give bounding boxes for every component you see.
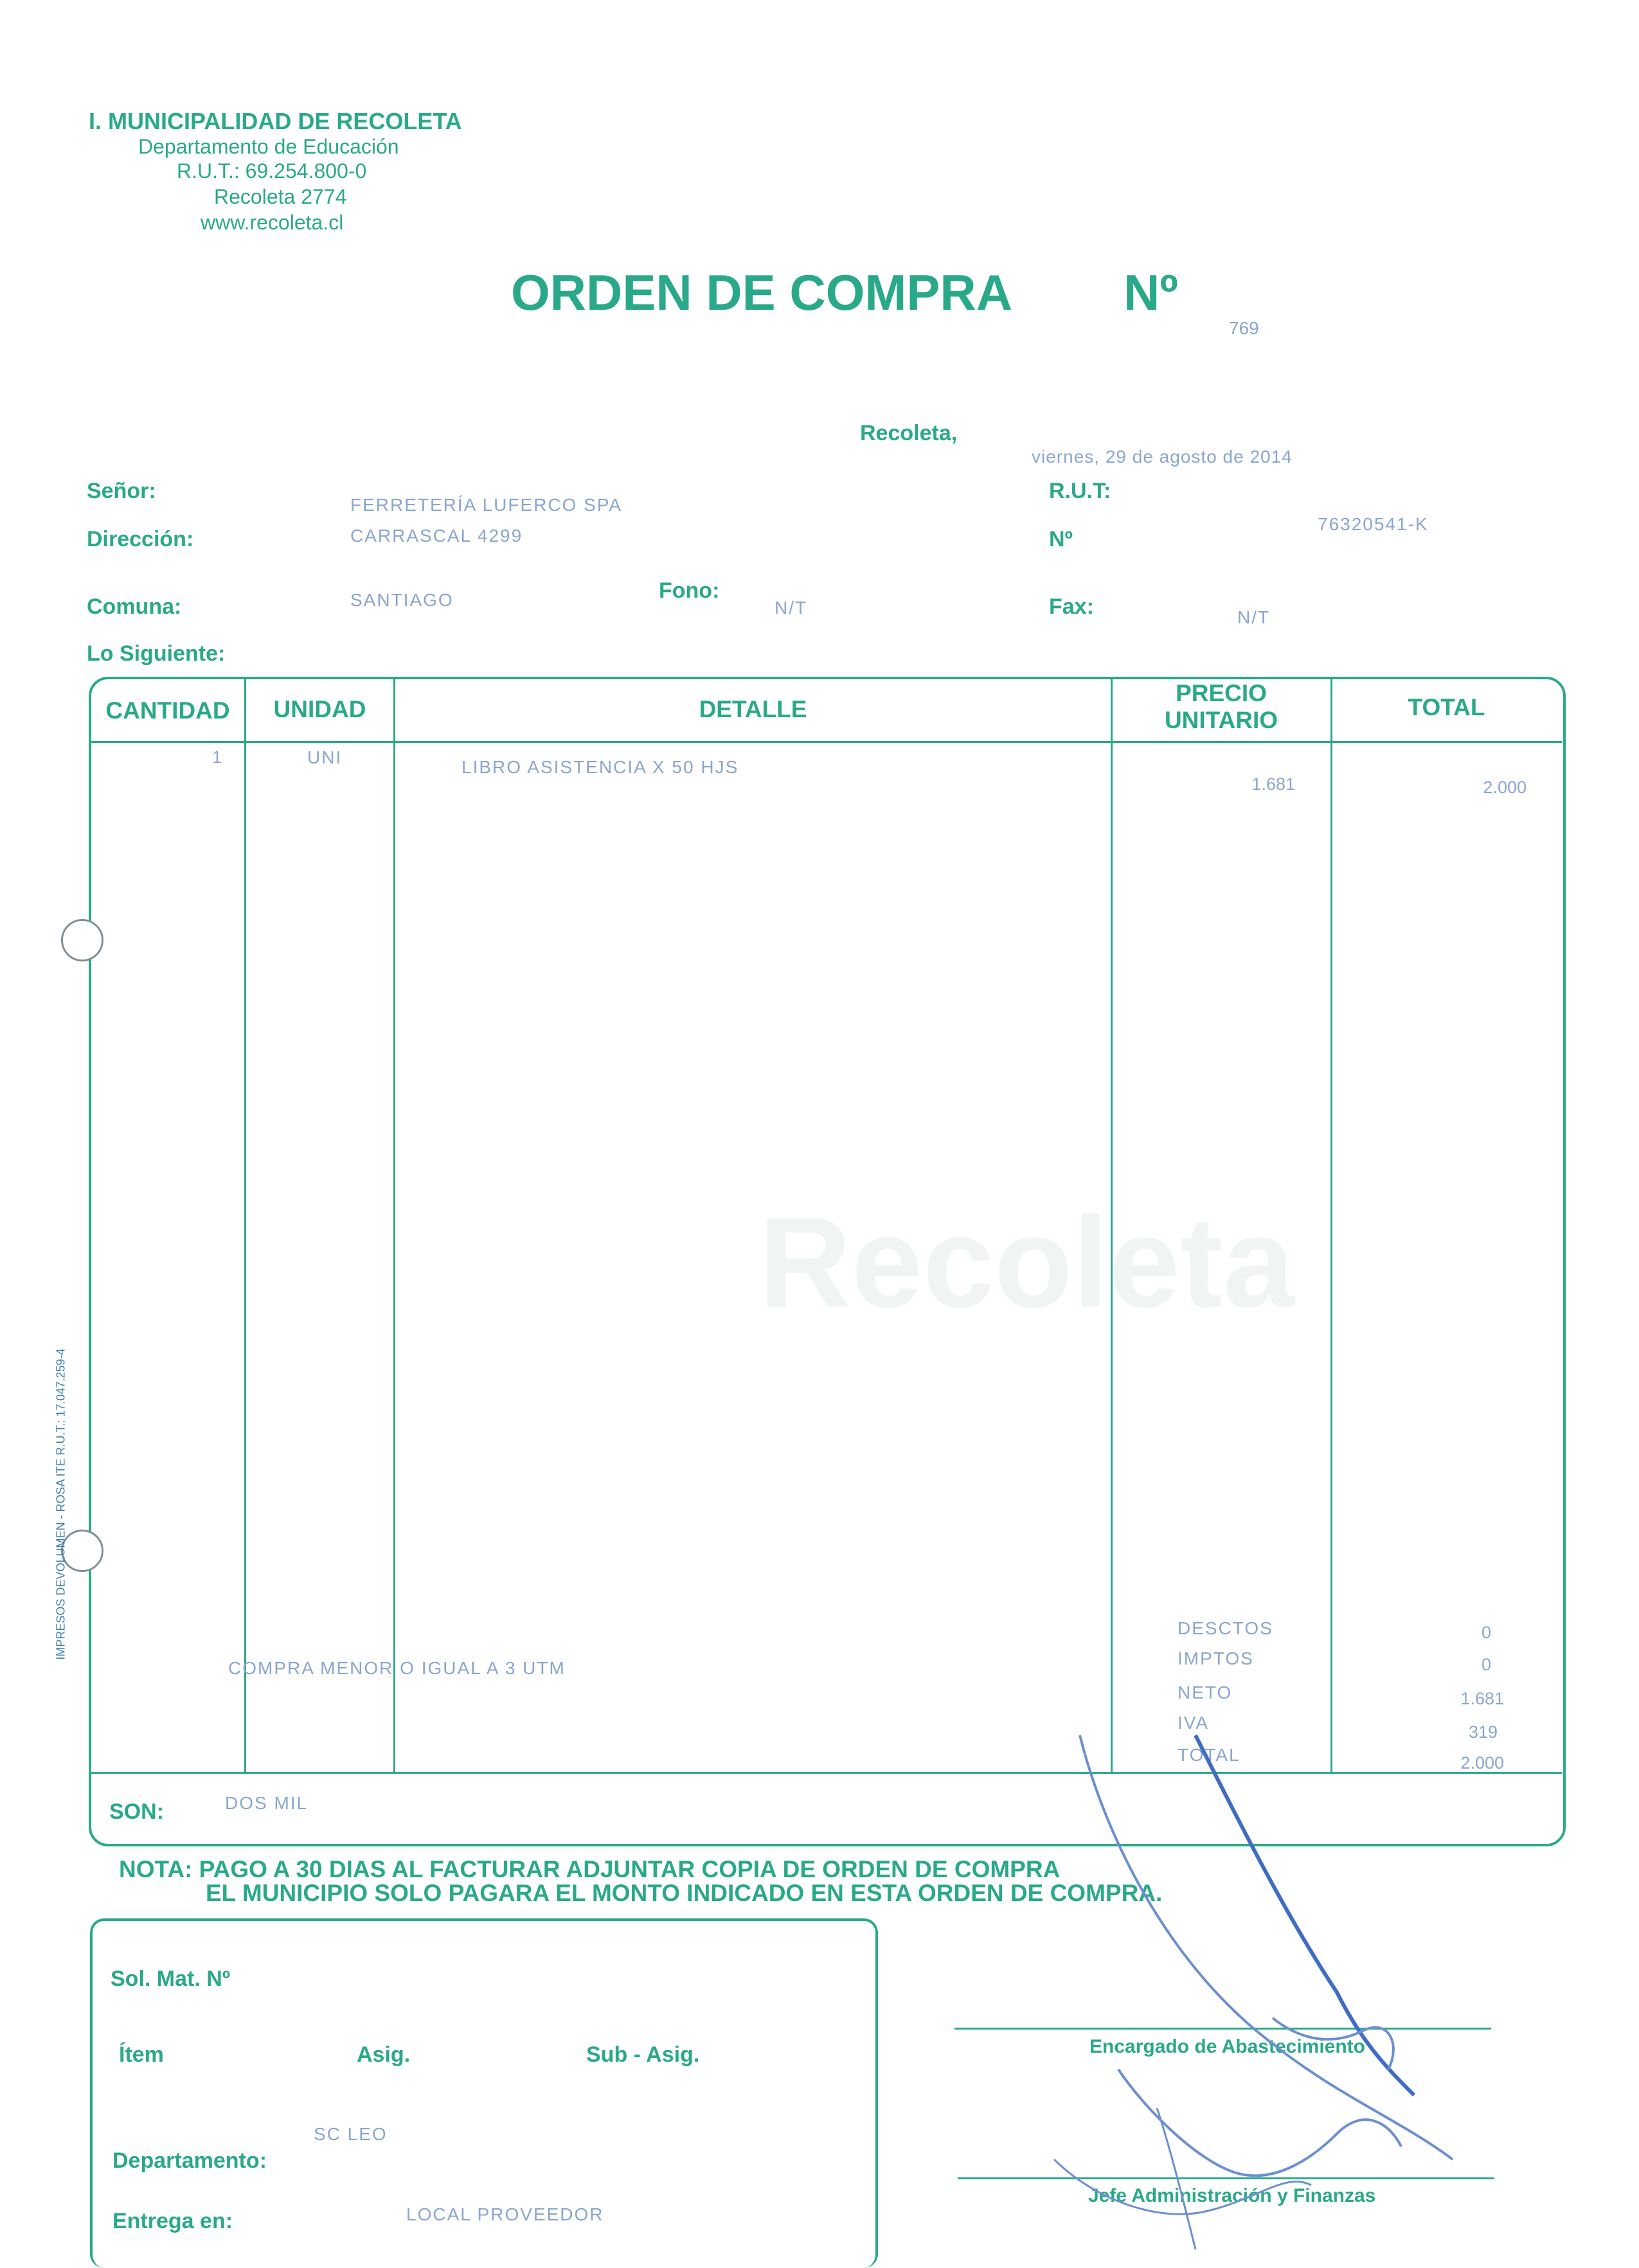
place-label: Recoleta, (860, 421, 958, 445)
fono-label: Fono: (659, 578, 720, 603)
comuna-label: Comuna: (87, 594, 182, 619)
sol-mat-label: Sol. Mat. Nº (111, 1967, 231, 1991)
total-label: TOTAL (1178, 1745, 1240, 1765)
entrega-value: LOCAL PROVEEDOR (406, 2204, 604, 2224)
row-precio: 1.681 (1251, 774, 1295, 794)
senor-label: Señor: (87, 479, 156, 503)
col-divider (244, 679, 246, 1773)
impuestos-value: 0 (1481, 1655, 1491, 1674)
son-label: SON: (109, 1799, 164, 1824)
nota-line-2: EL MUNICIPIO SOLO PAGARA EL MONTO INDICADO EN ESTA ORDEN DE COMPRA. (206, 1880, 1163, 1906)
neto-value: 1.681 (1460, 1689, 1504, 1708)
neto-label: NETO (1178, 1683, 1233, 1702)
vendor-fax: N/T (1237, 607, 1271, 627)
asig-label: Asig. (357, 2042, 411, 2067)
vendor-name: FERRETERÍA LUFERCO SPA (350, 495, 623, 515)
item-label: Ítem (119, 2042, 164, 2067)
direccion-label: Dirección: (87, 527, 194, 551)
descuentos-label: DESCTOS (1178, 1618, 1273, 1638)
number-label: Nº (1124, 264, 1178, 321)
vendor-address: CARRASCAL 4299 (350, 526, 523, 546)
compra-note: COMPRA MENOR O IGUAL A 3 UTM (228, 1658, 566, 1678)
row-total: 2.000 (1483, 778, 1527, 797)
impuestos-label: IMPTOS (1178, 1648, 1254, 1668)
document-title: ORDEN DE COMPRA (511, 264, 1013, 321)
col-header-unidad: UNIDAD (273, 696, 366, 722)
iva-value: 319 (1468, 1722, 1498, 1742)
row-unidad: UNI (307, 747, 343, 767)
col-header-precio: PRECIO UNITARIO (1164, 680, 1278, 733)
col-header-total: TOTAL (1408, 694, 1485, 720)
org-name: I. MUNICIPALIDAD DE RECOLETA (89, 108, 462, 134)
org-web: www.recoleta.cl (201, 211, 344, 234)
lo-siguiente-label: Lo Siguiente: (87, 641, 226, 666)
encargado-label: Encargado de Abastecimiento (1089, 2036, 1365, 2057)
descuentos-value: 0 (1481, 1623, 1491, 1642)
entrega-label: Entrega en: (112, 2209, 233, 2233)
rut-label: R.U.T: (1049, 479, 1111, 503)
iva-label: IVA (1178, 1713, 1210, 1733)
vendor-comuna: SANTIAGO (350, 590, 454, 610)
vendor-fono: N/T (775, 598, 808, 618)
header-divider (90, 741, 1562, 743)
punch-hole-top (61, 919, 103, 961)
jefe-label: Jefe Administración y Finanzas (1088, 2185, 1376, 2206)
row-detalle: LIBRO ASISTENCIA X 50 HJS (461, 757, 739, 777)
col-divider (393, 679, 395, 1773)
col-divider (1330, 679, 1332, 1773)
fax-label: Fax: (1049, 594, 1094, 619)
sub-asig-label: Sub - Asig. (586, 2042, 700, 2067)
watermark-logo: Recoleta (758, 1191, 1294, 1334)
departamento-value: SC LEO (314, 2124, 388, 2144)
nota-line-1: NOTA: PAGO A 30 DIAS AL FACTURAR ADJUNTAR COPIA DE ORDEN DE COMPRA (119, 1856, 1061, 1882)
departamento-label: Departamento: (112, 2148, 267, 2173)
order-number: 769 (1229, 318, 1259, 338)
row-cantidad: 1 (211, 747, 222, 767)
col-header-cantidad: CANTIDAD (105, 697, 230, 724)
order-date: viernes, 29 de agosto de 2014 (1032, 447, 1293, 467)
printer-side-text: IMPRESOS DEVOLUMEN - ROSA ITE R.U.T.: 17.047.259-4 (54, 1348, 67, 1660)
org-address: Recoleta 2774 (214, 185, 347, 208)
n-label: Nº (1049, 527, 1073, 551)
dept-name: Departamento de Educación (138, 135, 399, 158)
org-rut: R.U.T.: 69.254.800-0 (177, 159, 367, 183)
son-amount-words: DOS MIL (225, 1793, 309, 1813)
vendor-rut: 76320541-K (1318, 514, 1429, 534)
col-header-detalle: DETALLE (699, 696, 807, 722)
total-value: 2.000 (1460, 1753, 1504, 1772)
handwritten-signature (1003, 1710, 1491, 2256)
